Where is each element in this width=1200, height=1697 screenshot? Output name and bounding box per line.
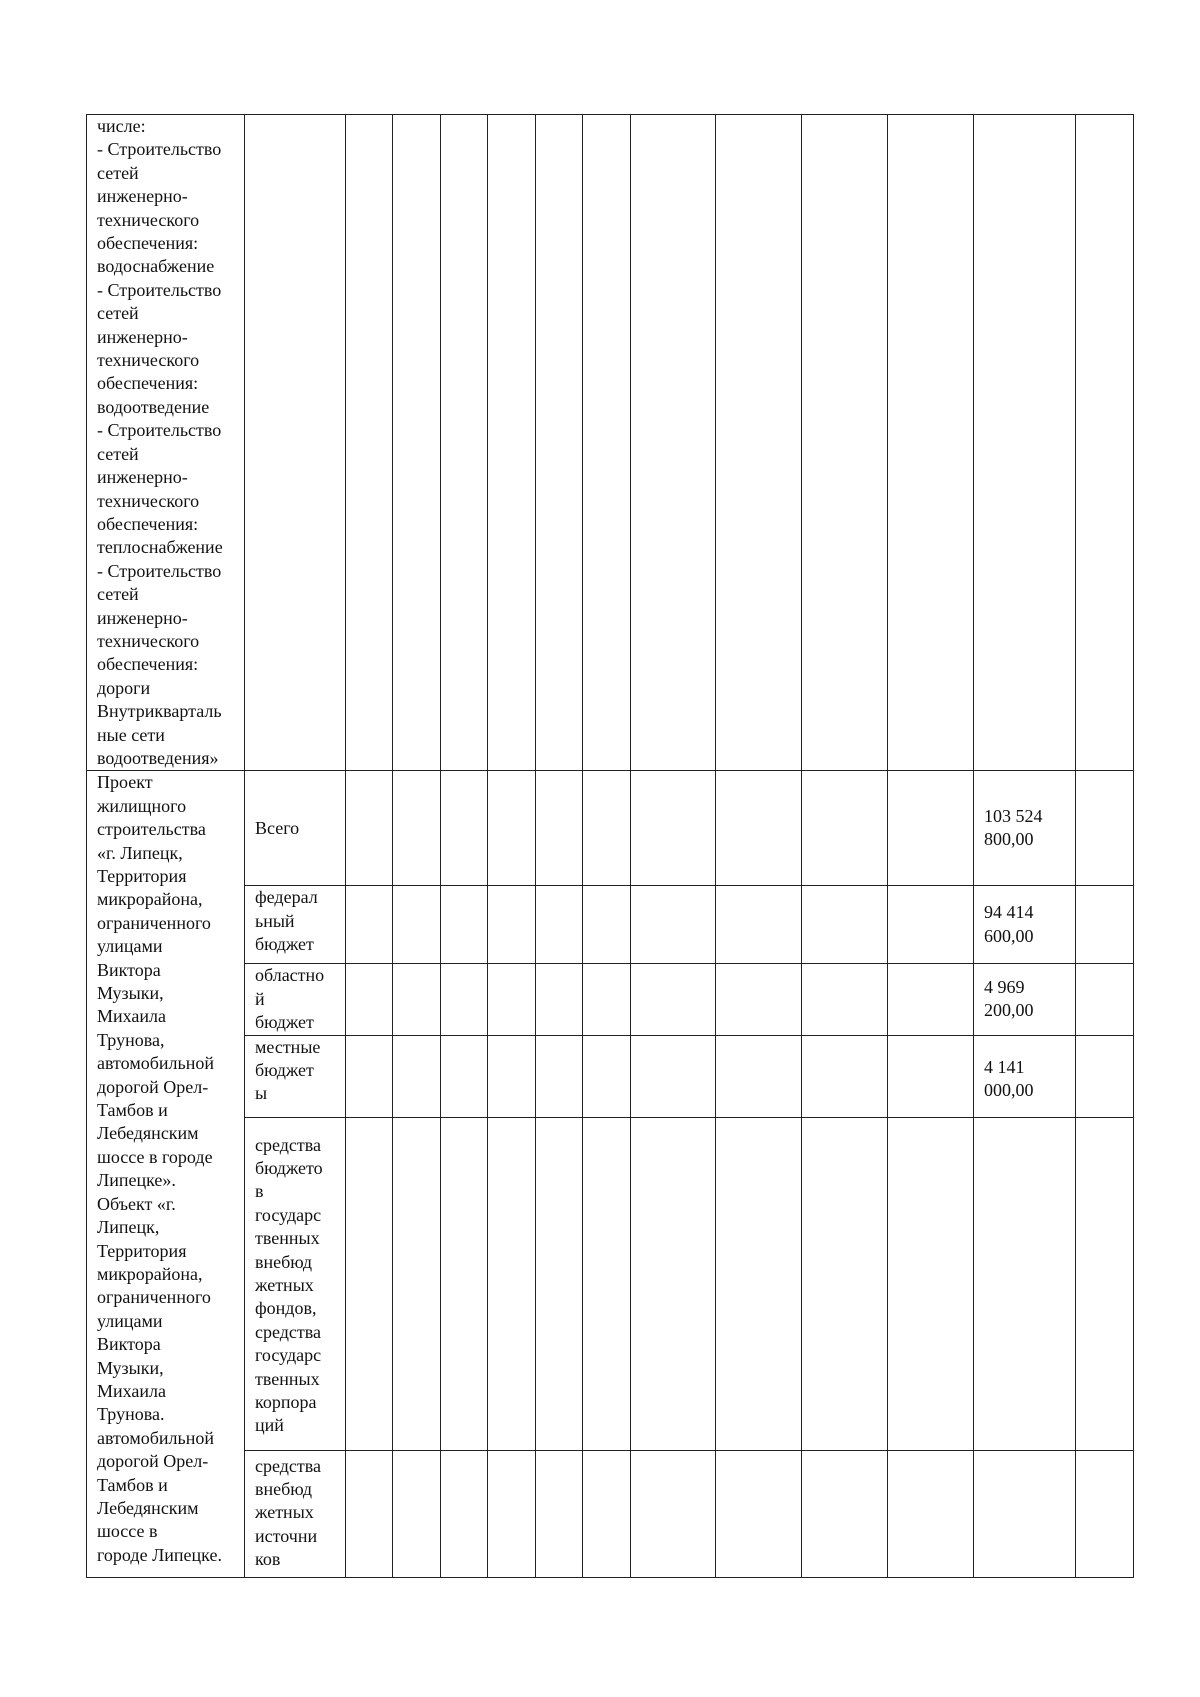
project-description-cell: Проект жилищного строительства «г. Липецк, Территория микрорайона, ограниченного улицами Виктора Музыки, Михаила Трунова, автомобильной дорогой Орел- Тамбов и Лебедянским шоссе в городе Липецке». Объект «г. Липецк, Территория микрорайона, ограниченного улицами Виктора Музыки, Михаила Трунова. автомобильной дорогой Орел- Тамбов и Лебедянским шоссе в городе Липецке. bbox=[87, 771, 245, 1577]
empty-cell bbox=[536, 886, 583, 964]
empty-cell bbox=[346, 964, 393, 1035]
empty-cell bbox=[536, 1450, 583, 1577]
empty-cell bbox=[441, 1450, 488, 1577]
empty-cell bbox=[441, 964, 488, 1035]
empty-cell bbox=[802, 964, 888, 1035]
empty-cell bbox=[802, 771, 888, 886]
empty-cell bbox=[441, 886, 488, 964]
empty-cell bbox=[802, 115, 888, 771]
empty-cell bbox=[441, 1035, 488, 1117]
empty-cell bbox=[1076, 115, 1134, 771]
empty-cell bbox=[631, 115, 716, 771]
empty-cell bbox=[1076, 886, 1134, 964]
program-description-cell: числе: - Строительство сетей инженерно- технического обеспечения: водоснабжение - Строительство сетей инженерно- технического обеспечения: водоотведение - Строительство сетей инженерно- технического обеспечения: теплоснабжение - Строительство сетей инженерно- технического обеспечения: дороги Внутрикварталь ные сети водоотведения» bbox=[87, 115, 245, 771]
empty-cell bbox=[802, 886, 888, 964]
amount-cell: 94 414 600,00 bbox=[974, 886, 1076, 964]
empty-cell bbox=[631, 771, 716, 886]
empty-cell bbox=[802, 1035, 888, 1117]
empty-cell bbox=[583, 1117, 631, 1450]
table-row bbox=[87, 1450, 1134, 1577]
empty-cell bbox=[488, 1450, 536, 1577]
table-row bbox=[87, 771, 1134, 886]
empty-cell bbox=[631, 964, 716, 1035]
empty-cell bbox=[441, 115, 488, 771]
amount-cell: 4 969 200,00 bbox=[974, 964, 1076, 1035]
empty-cell bbox=[716, 964, 802, 1035]
funding-source-cell: средства бюджето в государс твенных внебюд жетных фондов, средства государс твенных корпора ций bbox=[245, 1117, 346, 1450]
empty-cell bbox=[802, 1450, 888, 1577]
empty-cell bbox=[393, 886, 441, 964]
empty-cell bbox=[888, 1450, 974, 1577]
empty-cell bbox=[346, 1117, 393, 1450]
empty-cell bbox=[716, 1035, 802, 1117]
budget-table bbox=[86, 114, 1134, 1578]
empty-cell bbox=[583, 964, 631, 1035]
empty-cell bbox=[346, 886, 393, 964]
table-row bbox=[87, 1035, 1134, 1117]
empty-cell bbox=[488, 1117, 536, 1450]
funding-source-cell: областно й бюджет bbox=[245, 964, 346, 1035]
empty-cell bbox=[716, 1450, 802, 1577]
empty-cell bbox=[393, 115, 441, 771]
empty-cell bbox=[393, 1450, 441, 1577]
empty-cell bbox=[583, 771, 631, 886]
empty-cell bbox=[888, 886, 974, 964]
funding-source-cell: средства внебюд жетных источни ков bbox=[245, 1450, 346, 1577]
funding-source-cell: федерал ьный бюджет bbox=[245, 886, 346, 964]
empty-cell bbox=[346, 1035, 393, 1117]
empty-cell bbox=[974, 115, 1076, 771]
empty-cell bbox=[888, 115, 974, 771]
empty-cell bbox=[536, 1035, 583, 1117]
empty-cell bbox=[583, 1035, 631, 1117]
empty-cell bbox=[583, 886, 631, 964]
empty-cell bbox=[488, 771, 536, 886]
table-row bbox=[87, 886, 1134, 964]
empty-cell bbox=[1076, 1035, 1134, 1117]
funding-source-cell: местные бюджет ы bbox=[245, 1035, 346, 1117]
empty-cell bbox=[1076, 1117, 1134, 1450]
empty-cell bbox=[888, 771, 974, 886]
empty-cell bbox=[536, 1117, 583, 1450]
empty-cell bbox=[1076, 771, 1134, 886]
amount-cell: 103 524 800,00 bbox=[974, 771, 1076, 886]
empty-cell bbox=[631, 1035, 716, 1117]
empty-cell bbox=[488, 115, 536, 771]
amount-cell: 4 141 000,00 bbox=[974, 1035, 1076, 1117]
empty-cell bbox=[631, 886, 716, 964]
empty-cell bbox=[245, 115, 346, 771]
empty-cell bbox=[1076, 1450, 1134, 1577]
table-row-continuation bbox=[87, 115, 1134, 771]
empty-cell bbox=[888, 964, 974, 1035]
empty-cell bbox=[716, 1117, 802, 1450]
empty-cell bbox=[346, 115, 393, 771]
empty-cell bbox=[441, 771, 488, 886]
empty-cell bbox=[583, 1450, 631, 1577]
empty-cell bbox=[631, 1117, 716, 1450]
empty-cell bbox=[488, 1035, 536, 1117]
empty-cell bbox=[536, 771, 583, 886]
empty-cell bbox=[346, 771, 393, 886]
empty-cell bbox=[888, 1117, 974, 1450]
empty-cell bbox=[393, 771, 441, 886]
empty-cell bbox=[346, 1450, 393, 1577]
table-row bbox=[87, 1117, 1134, 1450]
empty-cell bbox=[716, 886, 802, 964]
table-row bbox=[87, 964, 1134, 1035]
empty-cell bbox=[393, 964, 441, 1035]
empty-cell bbox=[631, 1450, 716, 1577]
funding-source-cell: Всего bbox=[245, 771, 346, 886]
empty-cell bbox=[888, 1035, 974, 1117]
empty-cell bbox=[716, 115, 802, 771]
empty-cell bbox=[583, 115, 631, 771]
amount-cell bbox=[974, 1450, 1076, 1577]
empty-cell bbox=[716, 771, 802, 886]
empty-cell bbox=[393, 1117, 441, 1450]
empty-cell bbox=[536, 115, 583, 771]
empty-cell bbox=[488, 886, 536, 964]
empty-cell bbox=[441, 1117, 488, 1450]
empty-cell bbox=[1076, 964, 1134, 1035]
empty-cell bbox=[393, 1035, 441, 1117]
empty-cell bbox=[488, 964, 536, 1035]
empty-cell bbox=[802, 1117, 888, 1450]
empty-cell bbox=[536, 964, 583, 1035]
amount-cell bbox=[974, 1117, 1076, 1450]
